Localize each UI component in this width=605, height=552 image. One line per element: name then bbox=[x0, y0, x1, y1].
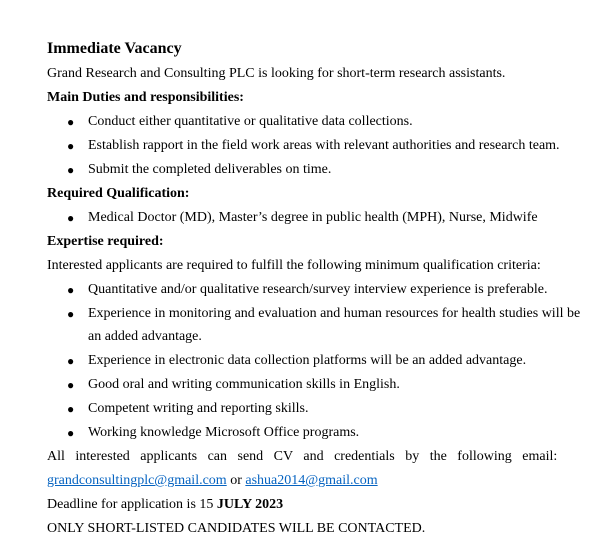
expertise-item: Good oral and writing communication skills in English. bbox=[88, 377, 400, 392]
closing-notice: ONLY SHORT-LISTED CANDIDATES WILL BE CONTACTED. bbox=[47, 521, 426, 536]
expertise-item-continuation: an added advantage. bbox=[88, 329, 202, 344]
bullet-icon: ● bbox=[67, 307, 75, 321]
expertise-item: Experience in monitoring and evaluation and human resources for health studies will be bbox=[88, 306, 581, 321]
email-link-grandconsulting[interactable]: grandconsultingplc@gmail.com bbox=[47, 473, 227, 488]
duty-item: Conduct either quantitative or qualitative data collections. bbox=[88, 114, 413, 129]
or-text: or bbox=[226, 473, 246, 488]
bullet-icon: ● bbox=[67, 211, 75, 225]
expertise-intro: Interested applicants are required to fulfill the following minimum qualification criteria: bbox=[47, 258, 541, 273]
bullet-icon: ● bbox=[67, 402, 75, 416]
apply-instructions: All interested applicants can send CV and credentials by the following email: bbox=[47, 449, 558, 464]
expertise-item: Competent writing and reporting skills. bbox=[88, 401, 309, 416]
bullet-icon: ● bbox=[67, 426, 75, 440]
bullet-icon: ● bbox=[67, 283, 75, 297]
deadline-text: Deadline for application is 15 bbox=[47, 497, 217, 512]
qualification-heading: Required Qualification: bbox=[47, 186, 190, 201]
intro-text: Grand Research and Consulting PLC is looking for short-term research assistants. bbox=[47, 66, 506, 81]
duties-heading: Main Duties and responsibilities: bbox=[47, 90, 244, 105]
bullet-icon: ● bbox=[67, 115, 75, 129]
duty-item: Submit the completed deliverables on time. bbox=[88, 162, 332, 177]
duty-item: Establish rapport in the field work areas with relevant authorities and research team. bbox=[88, 138, 560, 153]
deadline-line bbox=[47, 496, 283, 514]
bullet-icon: ● bbox=[67, 354, 75, 368]
qualification-item: Medical Doctor (MD), Master’s degree in public health (MPH), Nurse, Midwife bbox=[88, 210, 538, 225]
bullet-icon: ● bbox=[67, 163, 75, 177]
expertise-heading: Expertise required: bbox=[47, 234, 164, 249]
bullet-icon: ● bbox=[67, 139, 75, 153]
expertise-item: Working knowledge Microsoft Office programs. bbox=[88, 425, 360, 440]
email-line bbox=[47, 472, 378, 490]
bullet-icon: ● bbox=[67, 378, 75, 392]
page-title: Immediate Vacancy bbox=[47, 40, 182, 57]
expertise-item: Experience in electronic data collection platforms will be an added advantage. bbox=[88, 353, 527, 368]
expertise-item: Quantitative and/or qualitative research/survey interview experience is preferable. bbox=[88, 282, 548, 297]
email-link-ashua[interactable]: ashua2014@gmail.com bbox=[245, 473, 378, 488]
deadline-date: JULY 2023 bbox=[216, 497, 284, 512]
